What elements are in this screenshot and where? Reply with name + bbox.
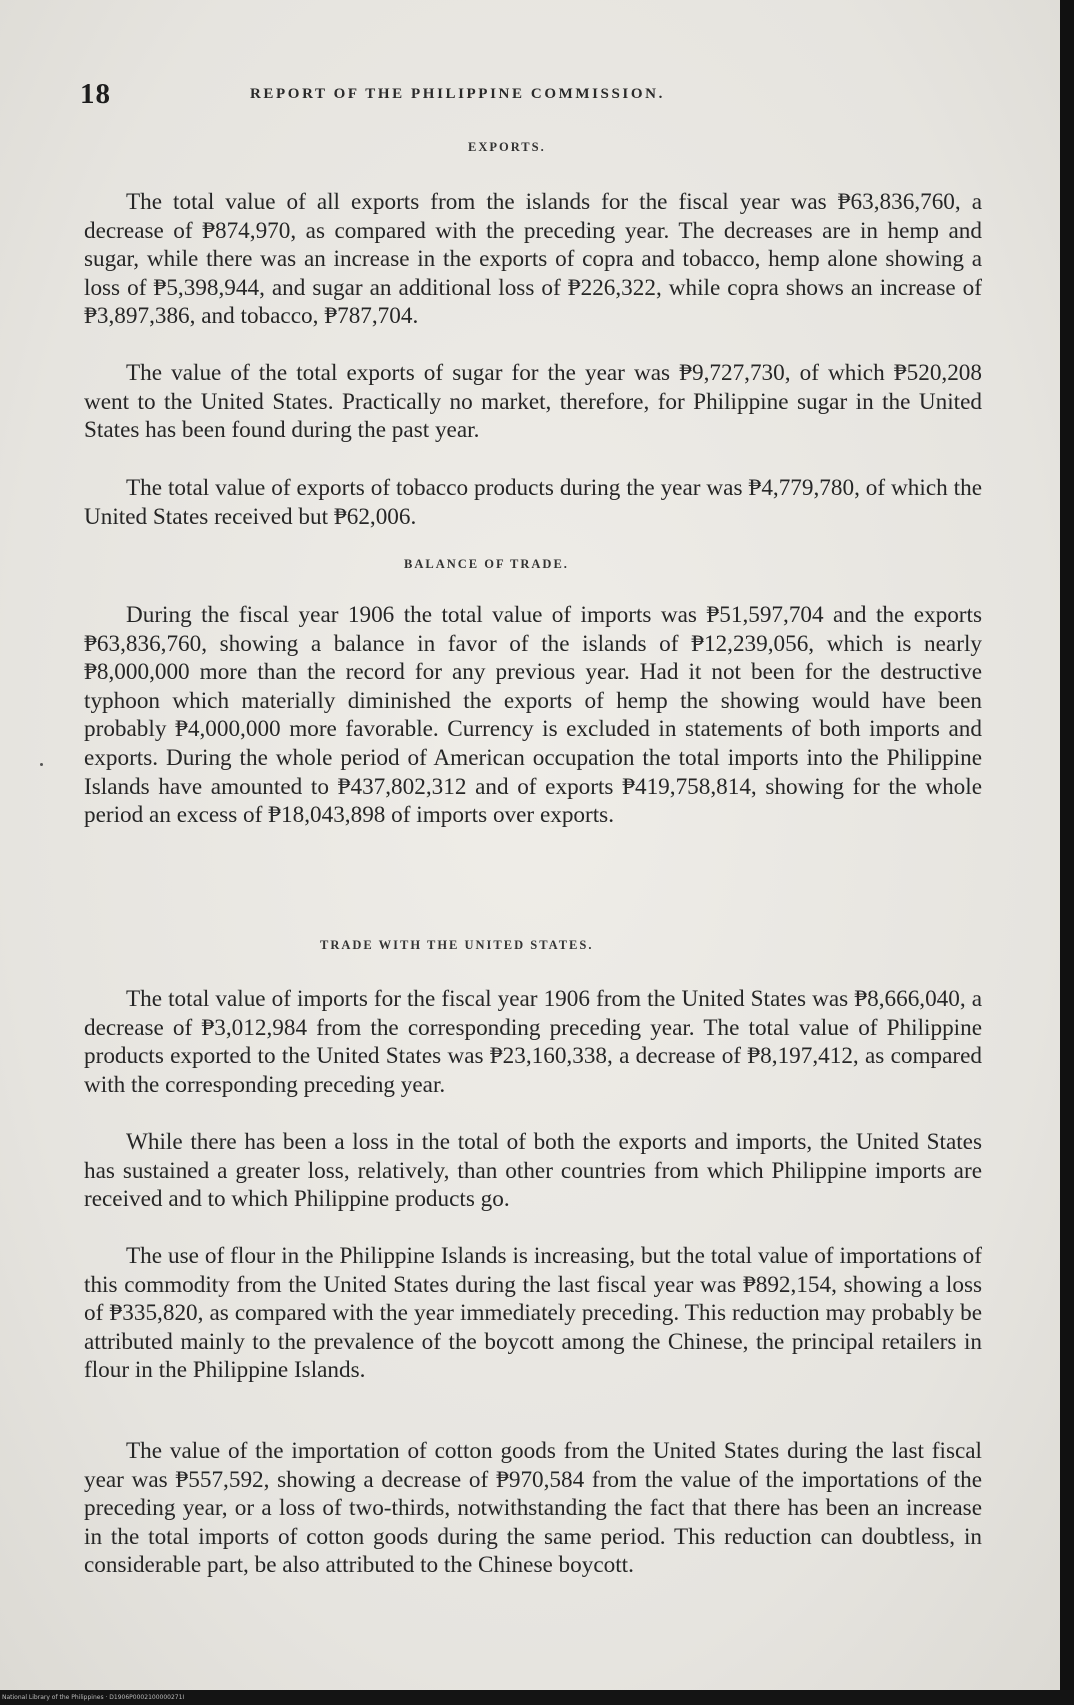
running-head: REPORT OF THE PHILIPPINE COMMISSION. — [250, 86, 665, 102]
page-number: 18 — [80, 78, 111, 110]
section-heading-trade-united-states: TRADE WITH THE UNITED STATES. — [320, 938, 594, 952]
scan-speck — [40, 763, 43, 766]
trade-paragraph-4: The value of the importation of cotton goods from the United States during the last fiscal year was ₱557,592, showing a decrease of ₱970,584 from the value of the importations of the preceding year, or a loss of two-thirds, notwithstanding the fact that there has been an increase in the total imports of cotton goods during the same period. This reduction can doubtless, in considerable part, be also attributed to the Chinese boycott. — [84, 1438, 982, 1579]
section-heading-exports: EXPORTS. — [468, 140, 546, 154]
section-heading-balance-of-trade: BALANCE OF TRADE. — [404, 557, 569, 571]
trade-paragraph-3: The use of flour in the Philippine Islands is increasing, but the total value of importations of this commodity from the United States during the last fiscal year was ₱892,154, showing a loss of ₱335,820, as compared with the year immediately preceding. This reduction may probably be attributed mainly to the prevalence of the boycott among the Chinese, the principal retailers in flour in the Philippine Islands. — [84, 1243, 982, 1384]
library-stamp: National Library of the Philippines · D1906P0002100000271I — [2, 1694, 185, 1701]
exports-paragraph-3: The total value of exports of tobacco products during the year was ₱4,779,780, of which the United States received but ₱62,006. — [84, 475, 982, 530]
trade-paragraph-1: The total value of imports for the fiscal year 1906 from the United States was ₱8,666,040, a decrease of ₱3,012,984 from the corresponding preceding year. The total value of Philippine products exported to the United States was ₱23,160,338, a decrease of ₱8,197,412, as compared with the corresponding preceding year. — [84, 986, 982, 1098]
scan-right-edge — [1060, 0, 1074, 1705]
exports-paragraph-2: The value of the total exports of sugar for the year was ₱9,727,730, of which ₱520,208 went to the United States. Practically no market, therefore, for Philippine sugar in the United States has been found during the past year. — [84, 360, 982, 444]
exports-paragraph-1: The total value of all exports from the islands for the fiscal year was ₱63,836,760, a decrease of ₱874,970, as compared with the preceding year. The decreases are in hemp and sugar, while there was an increase in the exports of copra and tobacco, hemp alone showing a loss of ₱5,398,944, and sugar an additional loss of ₱226,322, while copra shows an increase of ₱3,897,386, and tobacco, ₱787,704. — [84, 189, 982, 330]
balance-paragraph-1: During the fiscal year 1906 the total value of imports was ₱51,597,704 and the exports ₱63,836,760, showing a balance in favor of the islands of ₱12,239,056, which is nearly ₱8,000,000 more than the record for any previous year. Had it not been for the destructive typhoon which materially diminished the exports of hemp the showing would have been probably ₱4,000,000 more favorable. Currency is excluded in statements of both imports and exports. During the whole period of American occupation the total imports into the Philippine Islands have amounted to ₱437,802,312 and of exports ₱419,758,814, showing for the whole period an excess of ₱18,043,898 of imports over exports. — [84, 602, 982, 829]
trade-paragraph-2: While there has been a loss in the total of both the exports and imports, the United States has sustained a greater loss, relatively, than other countries from which Philippine imports are received and to which Philippine products go. — [84, 1129, 982, 1213]
page-header — [80, 78, 840, 118]
